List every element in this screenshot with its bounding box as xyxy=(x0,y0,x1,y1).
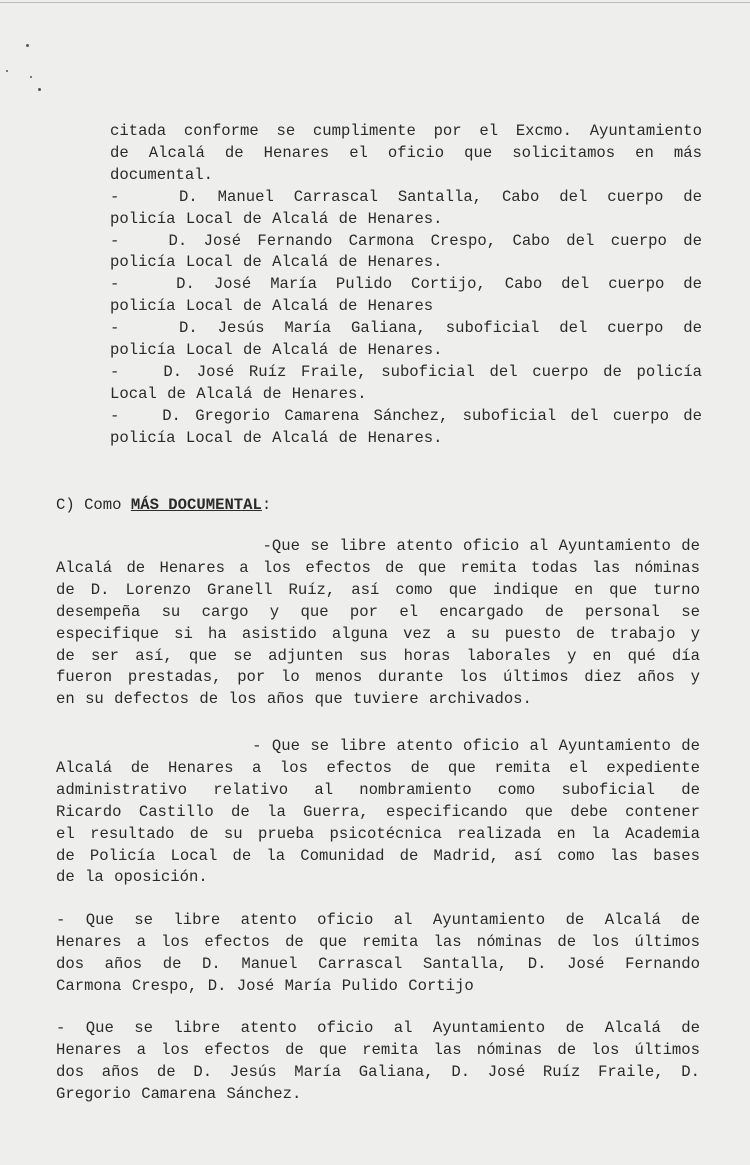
text-line: Henares a los efectos de que remita las nóminas de los últimos xyxy=(56,932,700,951)
text-line: desempeña su cargo y que por el encargado de personal se xyxy=(56,602,700,621)
defendant-list-block xyxy=(110,121,702,450)
text-line: Gregorio Camarena Sánchez. xyxy=(56,1084,302,1103)
text-line: de ser así, que se adjunten sus horas laborales y en qué día xyxy=(56,646,700,665)
text-line: Alcalá de Henares a los efectos de que remita todas las nóminas xyxy=(56,558,700,577)
text-line: de Alcalá de Henares el oficio que solicitamos en más xyxy=(110,143,702,162)
text-line: fueron prestadas, por lo menos durante los últimos diez años y xyxy=(56,668,700,687)
text-line: - Que se libre atento oficio al Ayuntamiento de xyxy=(65,737,700,755)
text-line: - Que se libre atento oficio al Ayuntamiento de Alcalá de xyxy=(56,1019,700,1037)
paragraph-nominas-suboficiales xyxy=(56,1018,700,1106)
list-item-line: Local de Alcalá de Henares. xyxy=(110,384,367,403)
list-item-line: - D. Manuel Carrascal Santalla, Cabo del cuerpo de xyxy=(110,187,702,206)
list-item-line: policía Local de Alcalá de Henares. xyxy=(110,341,443,360)
text-line: - Que se libre atento oficio al Ayuntamiento de Alcalá de xyxy=(56,911,700,929)
list-item-line: policía Local de Alcalá de Henares. xyxy=(110,428,443,447)
section-c-title: MÁS DOCUMENTAL xyxy=(130,496,262,514)
text-line: dos años de D. Jesús María Galiana, D. José Ruíz Fraile, D. xyxy=(56,1062,700,1081)
list-item-line: policía Local de Alcalá de Henares. xyxy=(110,253,443,272)
text-line: dos años de D. Manuel Carrascal Santalla, D. José Fernando xyxy=(56,954,700,973)
list-item-line: policía Local de Alcalá de Henares xyxy=(110,297,434,316)
page-top-edge xyxy=(0,2,750,3)
list-item-line: - D. Jesús María Galiana, suboficial del cuerpo de xyxy=(110,319,702,338)
paragraph-nominas-cabos xyxy=(56,910,700,998)
scan-speck xyxy=(26,44,29,47)
text-line: Carmona Crespo, D. José María Pulido Cortijo xyxy=(56,976,474,995)
paragraph-ricardo-castillo xyxy=(56,736,700,889)
section-c-heading xyxy=(56,494,271,516)
text-line: de Policía Local de la Comunidad de Madrid, así como las bases xyxy=(56,846,700,865)
section-c-prefix: C) Como xyxy=(56,496,122,514)
text-line: en su defectos de los años que tuviere archivados. xyxy=(56,690,532,709)
text-line: documental. xyxy=(110,165,213,184)
text-line: de la oposición. xyxy=(56,868,208,887)
text-line: citada conforme se cumplimente por el Excmo. Ayuntamiento xyxy=(110,122,702,140)
list-item-line: - D. José María Pulido Cortijo, Cabo del cuerpo de xyxy=(110,275,702,294)
text-line: Henares a los efectos de que remita las nóminas de los últimos xyxy=(56,1040,700,1059)
scan-speck xyxy=(38,88,41,91)
list-item-line: - D. Gregorio Camarena Sánchez, suboficial del cuerpo de xyxy=(110,406,702,425)
scan-speck xyxy=(6,70,8,72)
text-line: especifique si ha asistido alguna vez a su puesto de trabajo y xyxy=(56,624,700,643)
text-line: Ricardo Castillo de la Guerra, especificando que debe contener xyxy=(56,802,700,821)
text-line: el resultado de su prueba psicotécnica realizada en la Academia xyxy=(56,824,700,843)
list-item-line: - D. José Ruíz Fraile, suboficial del cuerpo de policía xyxy=(110,362,702,381)
paragraph-lorenzo-granell xyxy=(56,536,700,711)
text-line: de D. Lorenzo Granell Ruíz, así como que indique en que turno xyxy=(56,580,700,599)
text-line: -Que se libre atento oficio al Ayuntamiento de xyxy=(76,537,700,555)
text-line: Alcalá de Henares a los efectos de que remita el expediente xyxy=(56,758,700,777)
scan-speck xyxy=(30,76,32,78)
list-item-line: - D. José Fernando Carmona Crespo, Cabo del cuerpo de xyxy=(110,231,702,250)
list-item-line: policía Local de Alcalá de Henares. xyxy=(110,209,443,228)
text-line: administrativo relativo al nombramiento como suboficial de xyxy=(56,780,700,799)
section-c-suffix: : xyxy=(261,496,272,514)
